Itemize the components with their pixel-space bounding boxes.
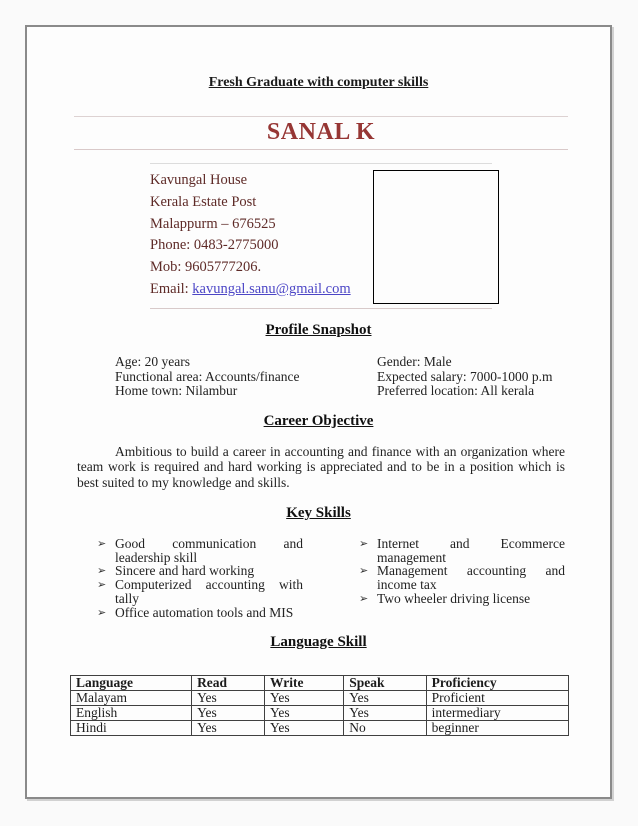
column-header-speak: Speak (344, 675, 426, 690)
profile-left-column (115, 355, 377, 399)
skill-text: Internet and Ecommerce management (377, 535, 565, 565)
skill-text: Computerized accounting with tally (115, 577, 303, 607)
resume-page (25, 25, 612, 799)
candidate-name: SANAL K (266, 119, 376, 145)
skill-item (359, 564, 565, 592)
profile-age: Age: 20 years (115, 354, 190, 369)
email-label: Email: (150, 280, 193, 297)
table-row (71, 705, 569, 720)
profile-snapshot-heading: Profile Snapshot (265, 322, 372, 338)
table-cell: Yes (192, 705, 265, 720)
profile-expected-salary: Expected salary: 7000-1000 p.m (377, 368, 553, 384)
contact-address-line: Malappurm – 676525 (150, 215, 276, 232)
arrow-bullet-icon: ➢ (97, 578, 107, 592)
table-cell: Yes (344, 690, 426, 705)
key-skills-columns (27, 537, 610, 620)
skill-item (97, 606, 303, 620)
table-cell: Yes (192, 720, 265, 735)
doc-header-title: Fresh Graduate with computer skills (208, 75, 429, 90)
contact-address-line: Kerala Estate Post (150, 193, 257, 210)
table-cell: beginner (426, 720, 568, 735)
table-cell: Yes (265, 690, 344, 705)
language-skill-table (70, 675, 569, 736)
table-cell: English (71, 705, 192, 720)
key-skills-right-list (359, 537, 565, 620)
language-skill-heading: Language Skill (270, 633, 367, 650)
table-cell: No (344, 720, 426, 735)
profile-gender: Gender: Male (377, 354, 452, 369)
skill-text: Good communication and leadership skill (115, 535, 303, 565)
career-objective-text: Ambitious to build a career in accounting and finance with an organization where team work is required and hard working is appreciated and to be in a position which is best suited to my knowledge and skills. (77, 443, 565, 491)
profile-snapshot-grid (27, 355, 610, 399)
arrow-bullet-icon: ➢ (359, 564, 369, 578)
skill-item (97, 537, 303, 565)
arrow-bullet-icon: ➢ (97, 536, 107, 550)
table-row (71, 690, 569, 705)
career-objective-heading: Career Objective (263, 412, 374, 429)
key-skills-heading: Key Skills (286, 504, 351, 521)
skill-text: Office automation tools and MIS (115, 604, 294, 620)
column-header-write: Write (265, 675, 344, 690)
profile-right-column (377, 355, 610, 399)
table-cell: Yes (265, 720, 344, 735)
contact-section (150, 163, 492, 309)
name-block (74, 116, 568, 150)
table-cell: Yes (192, 690, 265, 705)
table-cell: Malayam (71, 690, 192, 705)
arrow-bullet-icon: ➢ (359, 592, 369, 606)
column-header-language: Language (71, 675, 192, 690)
profile-home-town: Home town: Nilambur (115, 383, 238, 399)
table-row (71, 720, 569, 735)
table-cell: Proficient (426, 690, 568, 705)
table-cell: Hindi (71, 720, 192, 735)
table-cell: Yes (344, 705, 426, 720)
column-header-proficiency: Proficiency (426, 675, 568, 690)
contact-address-line: Kavungal House (150, 172, 248, 188)
skill-text: Sincere and hard working (115, 563, 255, 579)
skill-item (359, 537, 565, 565)
contact-phone-line: Phone: 0483-2775000 (150, 237, 279, 254)
email-link[interactable]: kavungal.sanu@gmail.com (192, 280, 351, 297)
photo-placeholder (373, 170, 499, 304)
contact-mobile-line: Mob: 9605777206. (150, 259, 262, 276)
table-cell: intermediary (426, 705, 568, 720)
arrow-bullet-icon: ➢ (97, 605, 107, 619)
table-cell: Yes (265, 705, 344, 720)
key-skills-left-list (97, 537, 303, 620)
table-header-row (71, 675, 569, 690)
column-header-read: Read (192, 675, 265, 690)
skill-item (359, 592, 565, 606)
skill-item (97, 564, 303, 578)
arrow-bullet-icon: ➢ (359, 536, 369, 550)
arrow-bullet-icon: ➢ (97, 564, 107, 578)
skill-text: Two wheeler driving license (377, 591, 531, 607)
skill-text: Management accounting and income tax (377, 563, 565, 593)
profile-functional-area: Functional area: Accounts/finance (115, 368, 300, 384)
profile-preferred-location: Preferred location: All kerala (377, 383, 535, 399)
skill-item (97, 578, 303, 606)
